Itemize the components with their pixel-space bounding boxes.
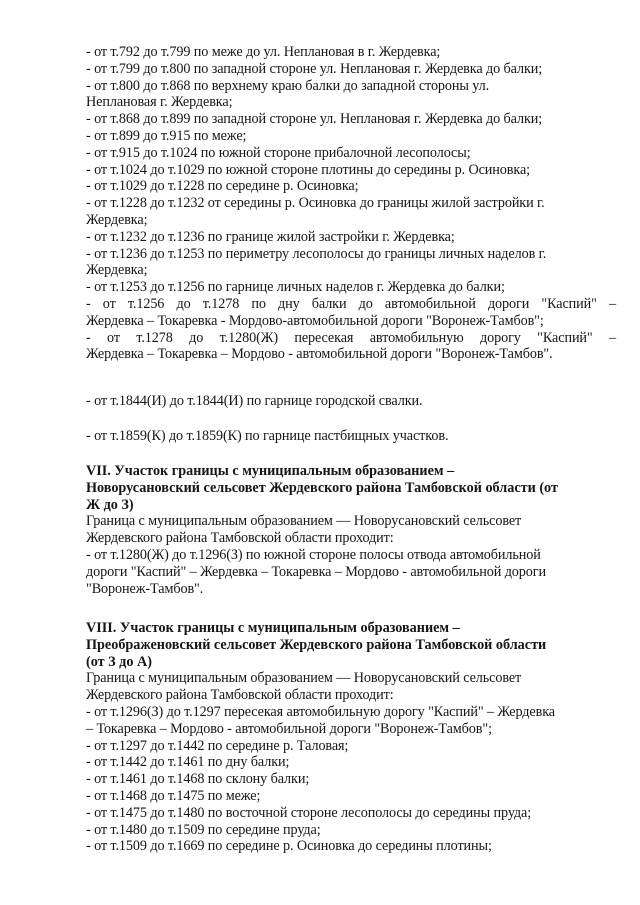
list-item: - от т.1280(Ж) до т.1296(З) по южной стороне полосы отвода автомобильной	[86, 546, 541, 563]
list-item: - от т.1278 до т.1280(Ж) пересекая автомобильную дорогу "Каспий" –	[86, 329, 616, 346]
paragraph-line: Граница с муниципальным образованием — Новорусановский сельсовет	[86, 670, 522, 687]
section-heading: Ж до З)	[86, 496, 134, 513]
list-item: - от т.1509 до т.1669 по середине р. Осиновка до середины плотины;	[86, 838, 492, 855]
paragraph-line: Граница с муниципальным образованием — Новорусановский сельсовет	[86, 513, 522, 530]
list-item: - от т.868 до т.899 по западной стороне ул. Неплановая г. Жердевка до балки;	[86, 111, 543, 128]
intro-list	[86, 44, 616, 363]
section-heading: VII. Участок границы с муниципальным образованием –	[86, 463, 455, 479]
list-item: - от т.1297 до т.1442 по середине р. Таловая;	[86, 737, 349, 754]
section-viii	[86, 620, 616, 855]
list-item: - от т.1232 до т.1236 по границе жилой застройки г. Жердевка;	[86, 228, 455, 245]
list-item: Жердевка – Токаревка - Мордово-автомобильной дороги "Воронеж-Тамбов";	[86, 312, 544, 329]
list-item: - от т.1461 до т.1468 по склону балки;	[86, 771, 310, 788]
list-item: - от т.1475 до т.1480 по восточной стороне лесополосы до середины пруда;	[86, 804, 532, 821]
section-heading: Новорусановский сельсовет Жердевского района Тамбовской области (от	[86, 479, 558, 496]
list-item: - от т.1468 до т.1475 по меже;	[86, 787, 261, 804]
list-item: – Токаревка – Мордово - автомобильной дороги "Воронеж-Тамбов";	[86, 720, 492, 737]
list-item: - от т.1480 до т.1509 по середине пруда;	[86, 821, 321, 838]
list-item: - от т.915 до т.1024 по южной стороне прибалочной лесополосы;	[86, 144, 471, 161]
list-item: дороги "Каспий" – Жердевка – Токаревка – Мордово - автомобильной дороги	[86, 563, 547, 580]
list-item: - от т.1228 до т.1232 от середины р. Осиновка до границы жилой застройки г.	[86, 195, 545, 212]
list-item: - от т.899 до т.915 по меже;	[86, 127, 247, 144]
paragraph-line: Жердевского района Тамбовской области проходит:	[86, 530, 394, 547]
section-heading: VIII. Участок границы с муниципальным образованием –	[86, 620, 460, 636]
list-item: - от т.1253 до т.1256 по гарнице личных наделов г. Жердевка до балки;	[86, 279, 505, 296]
list-item: - от т.792 до т.799 по меже до ул. Неплановая в г. Жердевка;	[86, 44, 441, 60]
list-item: - от т.1024 до т.1029 по южной стороне плотины до середины р. Осиновка;	[86, 161, 531, 178]
list-item: - от т.1236 до т.1253 по периметру лесополосы до границы личных наделов г.	[86, 245, 547, 262]
list-item: - от т.1442 до т.1461 по дну балки;	[86, 754, 290, 771]
list-item: - от т.799 до т.800 по западной стороне ул. Неплановая г. Жердевка до балки;	[86, 60, 543, 77]
list-item: - от т.800 до т.868 по верхнему краю балки до западной стороны ул.	[86, 77, 490, 94]
list-item: Неплановая г. Жердевка;	[86, 94, 233, 111]
note-text: - от т.1844(И) до т.1844(И) по гарнице городской свалки.	[86, 393, 423, 409]
note-landfill	[86, 393, 616, 410]
section-heading: (от З до А)	[86, 653, 152, 670]
list-item: Жердевка;	[86, 211, 148, 228]
list-item: Жердевка – Токаревка – Мордово - автомобильной дороги "Воронеж-Тамбов".	[86, 346, 553, 363]
list-item: "Воронеж-Тамбов".	[86, 580, 204, 597]
section-vii	[86, 463, 616, 597]
list-item: - от т.1029 до т.1228 по середине р. Осиновка;	[86, 178, 359, 195]
note-pasture	[86, 428, 616, 445]
paragraph-line: Жердевского района Тамбовской области проходит:	[86, 687, 394, 704]
list-item: Жердевка;	[86, 262, 148, 279]
list-item: - от т.1296(З) до т.1297 пересекая автомобильную дорогу "Каспий" – Жердевка	[86, 703, 555, 720]
section-heading: Преображеновский сельсовет Жердевского района Тамбовской области	[86, 636, 547, 653]
list-item: - от т.1256 до т.1278 по дну балки до автомобильной дороги "Каспий" –	[86, 295, 616, 312]
note-text: - от т.1859(К) до т.1859(К) по гарнице пастбищных участков.	[86, 428, 449, 444]
